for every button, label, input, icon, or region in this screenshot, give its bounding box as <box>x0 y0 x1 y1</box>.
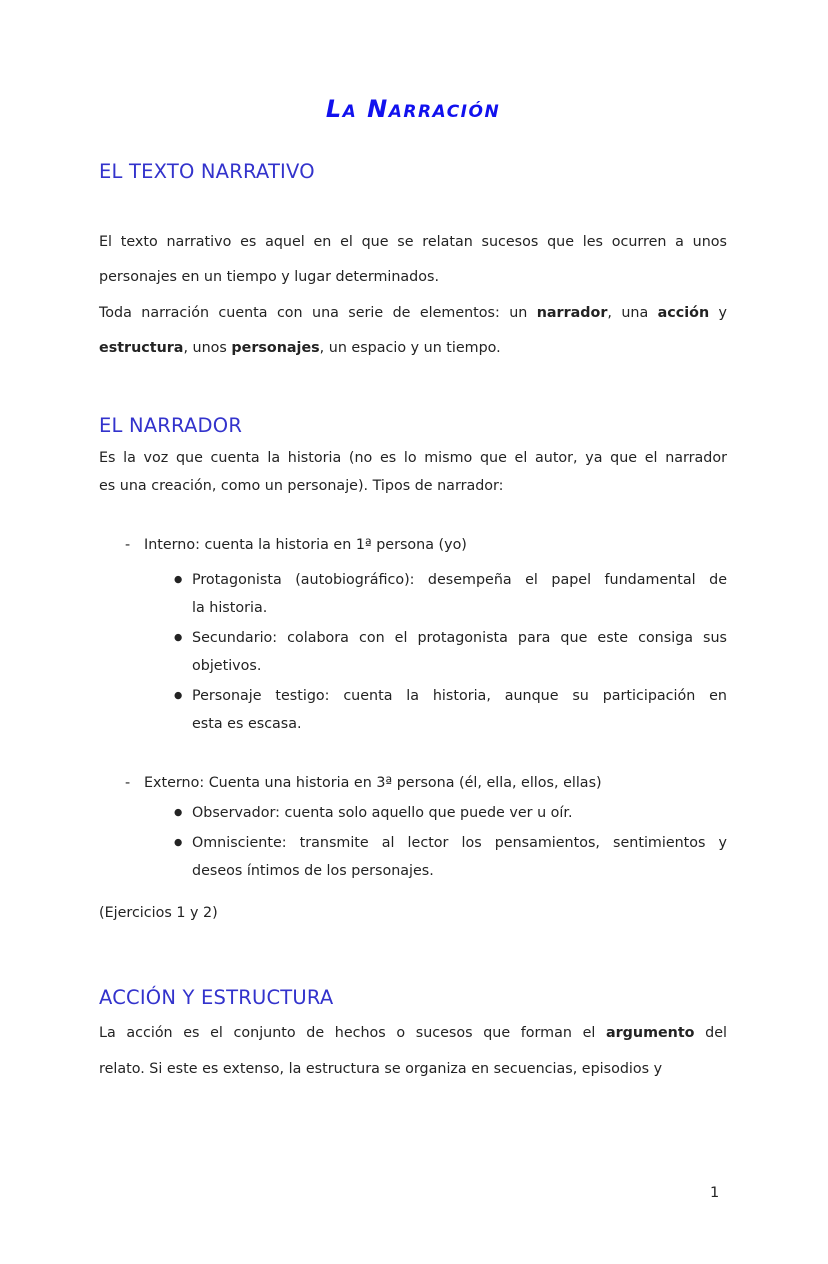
list-item-secundario <box>174 624 727 680</box>
list-item-text: Externo: Cuenta una historia en 3ª persona (él, ella, ellos, ellas) <box>144 775 602 791</box>
dash-icon: - <box>125 775 131 791</box>
paragraph-accion: La acción es el conjunto de hechos o sucesos que forman el argumento del relato. Si este es extenso, la estructura se organiza en secuencias, episodios y <box>99 1025 727 1077</box>
dash-icon: - <box>125 537 131 553</box>
bullet-icon: ● <box>174 574 183 585</box>
bullet-icon: ● <box>174 837 183 848</box>
exercises-note: (Ejercicios 1 y 2) <box>99 905 218 921</box>
section-heading-accion-y-estructura: ACCIÓN Y ESTRUCTURA <box>99 986 334 1009</box>
document-title: La Narración <box>325 95 501 123</box>
list-item-text: Interno: cuenta la historia en 1ª persona (yo) <box>144 537 467 553</box>
list-item-text: Protagonista (autobiográfico): desempeña el papel fundamental de la historia. <box>192 572 727 616</box>
document-page <box>0 95 828 1264</box>
page-number: 1 <box>710 1185 720 1201</box>
paragraph-narrador-intro: Es la voz que cuenta la historia (no es lo mismo que el autor, ya que el narrador es una creación, como un personaje). Tipos de narrador: <box>99 450 727 494</box>
document-content <box>99 95 727 1087</box>
section-heading-el-texto-narrativo: EL TEXTO NARRATIVO <box>99 160 315 183</box>
list-item-text: Secundario: colabora con el protagonista para que este consiga sus objetivos. <box>192 630 727 674</box>
list-item-text: Personaje testigo: cuenta la historia, aunque su participación en esta es escasa. <box>192 688 727 732</box>
list-item-observador <box>174 799 727 827</box>
bullet-icon: ● <box>174 690 183 701</box>
bullet-icon: ● <box>174 807 183 818</box>
bullet-icon: ● <box>174 632 183 643</box>
paragraph-texto-narrativo-1: El texto narrativo es aquel en el que se relatan sucesos que les ocurren a unos personajes en un tiempo y lugar determinados. <box>99 234 727 285</box>
list-item-personaje-testigo <box>174 682 727 738</box>
paragraph-texto-narrativo-2: Toda narración cuenta con una serie de elementos: un narrador, una acción y estructura, unos personajes, un espacio y un tiempo. <box>99 305 727 356</box>
list-item-protagonista <box>174 566 727 622</box>
section-heading-el-narrador: EL NARRADOR <box>99 414 243 437</box>
list-item-interno <box>125 531 727 559</box>
list-item-text: Observador: cuenta solo aquello que puede ver u oír. <box>192 805 573 821</box>
list-item-omnisciente <box>174 829 727 885</box>
list-item-externo <box>125 769 727 797</box>
list-item-text: Omnisciente: transmite al lector los pensamientos, sentimientos y deseos íntimos de los personajes. <box>192 835 727 879</box>
